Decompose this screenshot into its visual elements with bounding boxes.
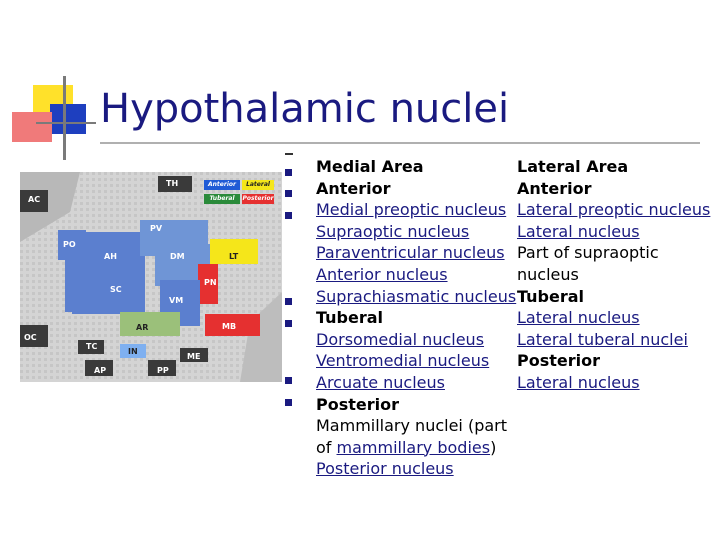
mammillary-bodies-link[interactable]: mammillary bodies [336, 437, 491, 457]
deco-blue-square [50, 104, 86, 134]
bullet-icon [285, 399, 292, 406]
label-TC: TC [86, 342, 98, 351]
legend-lateral: Lateral [246, 181, 270, 188]
lateral-nucleus-posterior-link[interactable]: Lateral nucleus [517, 372, 640, 392]
region-AR [120, 312, 180, 336]
label-AC: AC [28, 195, 41, 204]
label-AH: AH [104, 252, 117, 261]
dorsomedial-link[interactable]: Dorsomedial nucleus [316, 329, 485, 349]
label-PO: PO [63, 240, 76, 249]
label-IN: IN [128, 347, 138, 356]
slide-title: Hypothalamic nuclei [100, 86, 510, 132]
part-supraoptic-text: Part of supraoptic [517, 243, 659, 263]
title-divider [100, 142, 700, 144]
bullet-icon [285, 190, 292, 197]
bullet-icon [285, 298, 292, 305]
legend-posterior: Posterior [242, 195, 274, 202]
lateral-posterior-heading: Posterior [517, 351, 600, 371]
label-LT: LT [229, 252, 239, 261]
bullet-icon [285, 377, 292, 384]
arcuate-link[interactable]: Arcuate nucleus [316, 372, 445, 392]
deco-red-square [12, 112, 52, 142]
lateral-tuberal-nuclei-link[interactable]: Lateral tuberal nuclei [517, 329, 688, 349]
lateral-column [517, 156, 710, 394]
mammillary-of-text: of [316, 437, 337, 457]
label-ME: ME [187, 352, 201, 361]
label-DM: DM [170, 252, 185, 261]
anterior-nucleus-link[interactable]: Anterior nucleus [316, 264, 448, 284]
mammillary-text: Mammillary nuclei (part [316, 416, 508, 436]
label-PP: PP [157, 366, 169, 375]
label-AR: AR [136, 323, 149, 332]
lateral-preoptic-link[interactable]: Lateral preoptic nucleus [517, 200, 711, 220]
label-PN: PN [204, 278, 217, 287]
bullet-icon [285, 212, 292, 219]
medial-anterior-heading: Anterior [316, 178, 391, 198]
mammillary-close-text: ) [490, 437, 497, 457]
region-SC [72, 274, 132, 314]
mammillary-line [316, 437, 516, 459]
posterior-nucleus-link[interactable]: Posterior nucleus [316, 459, 454, 479]
label-PV: PV [150, 224, 163, 233]
lateral-tuberal-heading: Tuberal [517, 286, 585, 306]
deco-vertical-line [63, 76, 66, 160]
lateral-nucleus-link[interactable]: Lateral nucleus [517, 221, 640, 241]
medial-preoptic-link[interactable]: Medial preoptic nucleus [316, 200, 507, 220]
legend-tuberal: Tuberal [209, 195, 235, 202]
label-AP: AP [94, 366, 107, 375]
medial-tuberal-heading: Tuberal [316, 308, 384, 328]
suprachiasmatic-link[interactable]: Suprachiasmatic nucleus [316, 286, 517, 306]
bullet-icon [285, 169, 292, 176]
nucleus-text: nucleus [517, 264, 579, 284]
lateral-area-heading: Lateral Area [517, 157, 629, 176]
label-OC: OC [24, 333, 37, 342]
paraventricular-link[interactable]: Paraventricular nucleus [316, 243, 505, 263]
lateral-anterior-heading: Anterior [517, 178, 592, 198]
medial-area-heading: Medial Area [316, 157, 424, 176]
bullet-dash [285, 153, 293, 155]
legend-anterior: Anterior [208, 181, 236, 188]
medial-column [316, 156, 516, 480]
lateral-nucleus-tuberal-link[interactable]: Lateral nucleus [517, 308, 640, 328]
ventromedial-link[interactable]: Ventromedial nucleus [316, 351, 490, 371]
deco-horizontal-line [36, 122, 96, 124]
label-MB: MB [222, 322, 237, 331]
label-SC: SC [110, 285, 122, 294]
bullet-icon [285, 320, 292, 327]
medial-posterior-heading: Posterior [316, 394, 399, 414]
label-TH: TH [166, 179, 179, 188]
supraoptic-link[interactable]: Supraoptic nucleus [316, 221, 470, 241]
label-VM: VM [169, 296, 184, 305]
